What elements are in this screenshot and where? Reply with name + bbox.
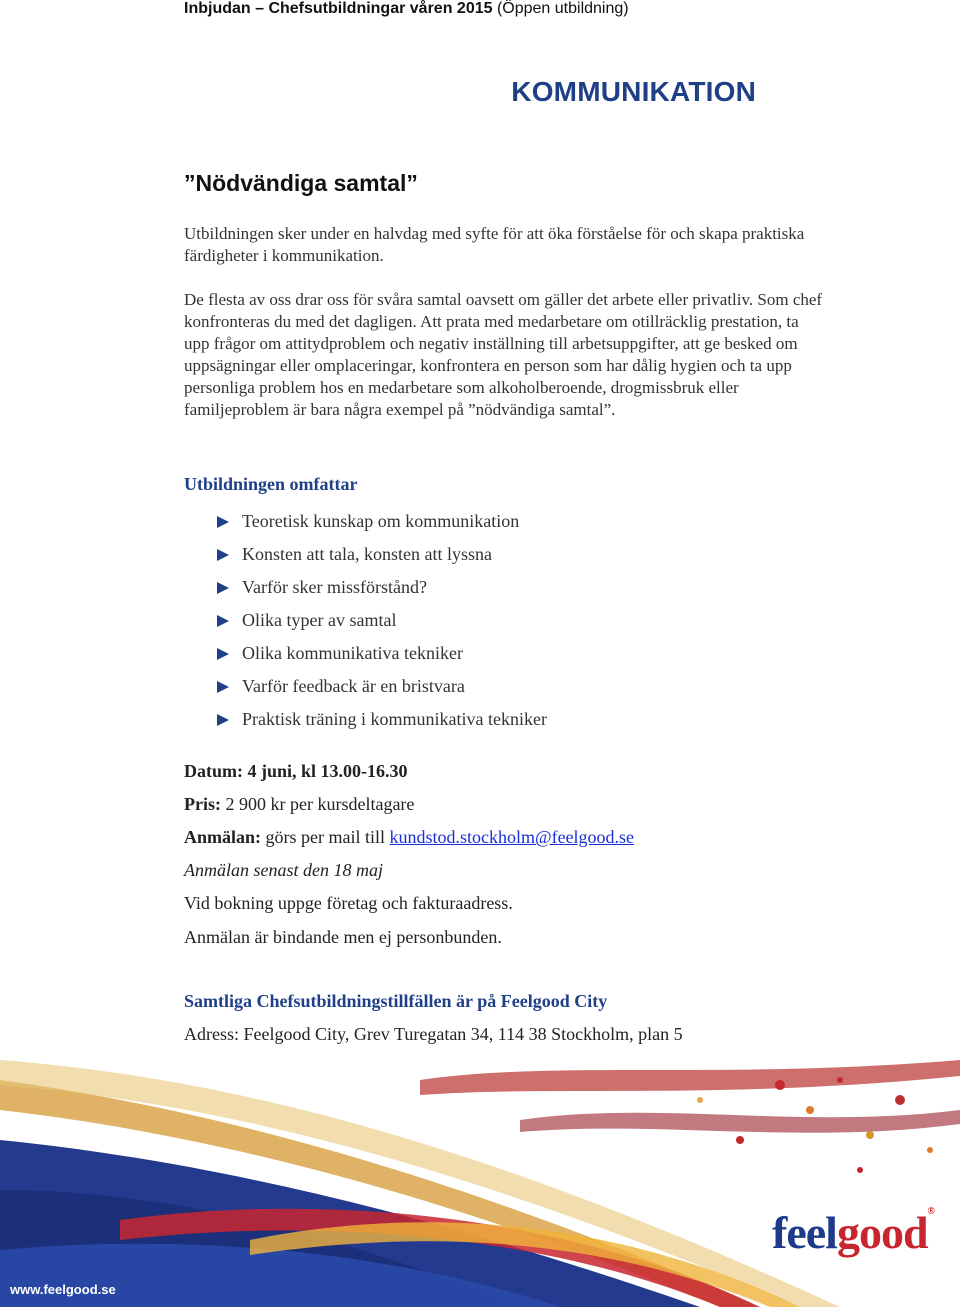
list-item (216, 670, 547, 703)
intro-text-2: De flesta av oss drar oss för svåra samtal oavsett om gäller det arbete eller privatliv. Som chef konfronteras du med det dagligen. Att prata med medarbetare om otillräcklig prestation, ta upp frågor om attitydproblem och negativ inställning till arbetsuppgifter, att ge besked om uppsägningar eller omplaceringar, konfrontera en person som har dålig hygien och ta upp personliga problem hos en medarbetare som alkoholberoende, drogmissbruk eller familjeproblem är bara några exempel på ”nödvändiga samtal”. (184, 290, 823, 419)
date-line (184, 761, 408, 782)
course-content-list (216, 505, 547, 736)
arrow-bullet-icon (216, 515, 230, 529)
section-heading: Utbildningen omfattar (184, 474, 358, 494)
page-header (184, 0, 629, 18)
list-item-label: Olika typer av samtal (242, 610, 397, 630)
registration-label: Anmälan: (184, 827, 262, 847)
price-label: Pris: (184, 794, 221, 814)
feelgood-logo (772, 1206, 934, 1259)
deadline-text: Anmälan senast den 18 maj (184, 860, 383, 880)
list-item-label: Olika kommunikativa tekniker (242, 643, 463, 663)
logo-good: good (836, 1207, 928, 1258)
intro-text-1: Utbildningen sker under en halvdag med syfte för att öka förståelse för och skapa praktiska färdigheter i kommunikation. (184, 224, 805, 265)
arrow-bullet-icon (216, 614, 230, 628)
registration-text: görs per mail till (261, 827, 390, 847)
list-item (216, 703, 547, 736)
arrow-bullet-icon (216, 680, 230, 694)
list-item-label: Varför sker missförstånd? (242, 577, 427, 597)
binding-note: Anmälan är bindande men ej personbunden. (184, 927, 502, 947)
arrow-bullet-icon (216, 647, 230, 661)
list-item (216, 604, 547, 637)
document-title: ”Nödvändiga samtal” (184, 170, 418, 196)
main-title: KOMMUNIKATION (511, 76, 756, 107)
list-item (216, 637, 547, 670)
registration-line (184, 827, 634, 848)
header-rest-text: (Öppen utbildning) (492, 0, 629, 17)
list-item-label: Konsten att tala, konsten att lyssna (242, 544, 492, 564)
website-text: www.feelgood.se (10, 1282, 116, 1297)
arrow-bullet-icon (216, 548, 230, 562)
list-item (216, 505, 547, 538)
list-item-label: Teoretisk kunskap om kommunikation (242, 511, 520, 531)
intro-paragraph-1 (184, 223, 824, 267)
list-item-label: Praktisk träning i kommunikativa tekniker (242, 709, 547, 729)
venue-heading: Samtliga Chefsutbildningstillfällen är på Feelgood City (184, 991, 608, 1011)
date-label: Datum: (184, 761, 243, 781)
email-link[interactable]: kundstod.stockholm@feelgood.se (389, 827, 635, 847)
price-value: 2 900 kr per kursdeltagare (220, 794, 415, 814)
arrow-bullet-icon (216, 581, 230, 595)
booking-note: Vid bokning uppge företag och fakturaadress. (184, 893, 513, 913)
logo-feel: feel (772, 1207, 837, 1258)
arrow-bullet-icon (216, 713, 230, 727)
registered-mark: ® (927, 1206, 935, 1217)
price-line (184, 794, 414, 815)
list-item-label: Varför feedback är en bristvara (242, 676, 465, 696)
date-value: 4 juni, kl 13.00-16.30 (243, 761, 408, 781)
list-item (216, 538, 547, 571)
list-item (216, 571, 547, 604)
address-text: Adress: Feelgood City, Grev Turegatan 34, 114 38 Stockholm, plan 5 (184, 1024, 683, 1044)
intro-paragraph-2 (184, 289, 824, 421)
decorative-swoosh-graphic (0, 1040, 960, 1307)
header-bold-text: Inbjudan – Chefsutbildningar våren 2015 (184, 0, 493, 17)
